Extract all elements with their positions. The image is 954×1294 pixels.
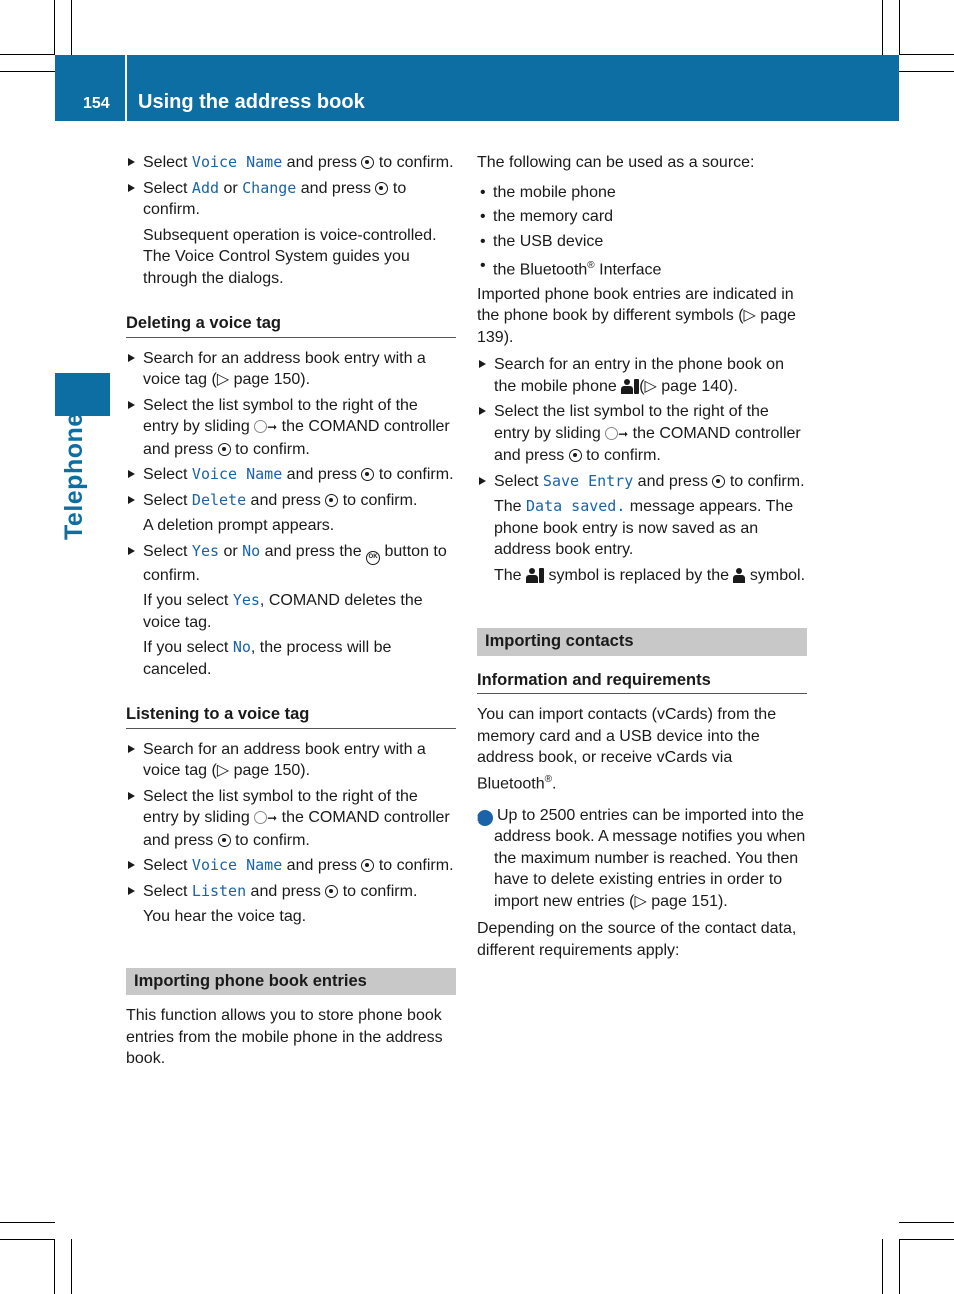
text: the COMAND controller and press [143, 418, 450, 458]
text: to confirm. [374, 466, 454, 483]
step-note: You hear the voice tag. [143, 908, 307, 925]
crop-mark [0, 1239, 55, 1240]
step-select-yes-no [126, 541, 456, 587]
text: Select [143, 491, 192, 509]
text: and press [282, 857, 362, 874]
menu-item-save-entry: Save Entry [542, 471, 634, 490]
text: or [219, 179, 243, 197]
text: . [551, 775, 557, 793]
step-select-add-change [126, 178, 456, 221]
text: (▷ page 140). [639, 377, 738, 395]
menu-item-listen: Listen [191, 881, 247, 900]
text: or [219, 542, 243, 560]
arrow-right-icon: ➞ [618, 426, 629, 441]
list-item [477, 255, 807, 281]
section-heading-deleting: Deleting a voice tag [126, 313, 456, 338]
text: Select [494, 472, 543, 490]
step-note [477, 565, 807, 587]
message-data-saved: Data saved. [526, 497, 626, 516]
step-note [126, 590, 456, 633]
menu-item-yes: Yes [191, 541, 220, 560]
crop-mark [899, 1239, 954, 1240]
controller-slide-icon [605, 427, 618, 440]
section-heading-importing-contacts: Importing contacts [477, 628, 807, 656]
menu-item-delete: Delete [191, 490, 247, 509]
list-item: • the USB device [477, 231, 807, 253]
controller-press-icon [325, 494, 338, 507]
text: message appears. The phone book entry is now saved as an address book entry. [494, 498, 794, 559]
ok-button-icon: OK [366, 551, 380, 565]
text: to confirm. [374, 154, 454, 171]
text: symbol. [745, 566, 806, 584]
text: the COMAND controller and press [143, 809, 450, 849]
controller-press-icon [361, 156, 374, 169]
text: The [494, 498, 527, 516]
controller-press-icon [218, 443, 231, 456]
text: Select [143, 882, 192, 900]
text: and press [246, 491, 326, 509]
page-header [55, 55, 899, 121]
controller-press-icon [361, 468, 374, 481]
controller-press-icon [218, 834, 231, 847]
paragraph: Imported phone book entries are indicated in the phone book by different symbols (▷ page 139). [477, 285, 796, 346]
text: Search for an entry in the phone book on the mobile phone [494, 356, 784, 395]
info-note [474, 805, 807, 913]
left-column [126, 152, 456, 1074]
text: , COMAND deletes the voice tag. [143, 592, 423, 631]
text: Select the list symbol to the right of the entry by sliding [494, 403, 769, 442]
text: The [494, 566, 527, 584]
text: Select [143, 466, 192, 483]
text: Select the list symbol to the right of the entry by sliding [143, 787, 418, 826]
text: to confirm. [143, 179, 407, 218]
text: Select [143, 857, 192, 874]
paragraph: This function allows you to store phone book entries from the mobile phone in the address book. [126, 1007, 443, 1067]
text: Up to 2500 entries can be imported into the address book. A message notifies you when the maximum number is reached. You then have to delete existing entries in order to import new entries (▷ page 151). [494, 806, 806, 910]
paragraph: The following can be used as a source: [477, 154, 755, 171]
page-number: 154 [83, 95, 110, 112]
header-divider [125, 55, 127, 121]
crop-mark [882, 1239, 883, 1294]
info-icon: i [477, 810, 493, 826]
controller-slide-icon [254, 420, 267, 433]
step-search-entry: Search for an address book entry with a voice tag (▷ page 150). [126, 739, 456, 782]
text: to confirm. [338, 882, 418, 900]
crop-mark [899, 1222, 954, 1223]
controller-press-icon [361, 859, 374, 872]
section-heading-importing-phone-book: Importing phone book entries [126, 968, 456, 996]
crop-mark [882, 0, 883, 55]
text: button to confirm. [143, 542, 447, 584]
registered-mark: ® [587, 260, 595, 271]
menu-item-voice-name: Voice Name [191, 856, 283, 874]
text: to confirm. [581, 447, 661, 465]
section-heading-listening: Listening to a voice tag [126, 704, 456, 729]
registered-mark: ® [544, 773, 552, 785]
side-tab-label: Telephone [60, 412, 88, 540]
text: Select [143, 154, 192, 171]
arrow-right-icon: ➞ [267, 420, 278, 434]
step-note: Subsequent operation is voice-controlled. The Voice Control System guides you through the dialogs. [143, 226, 437, 287]
step-select-listen [126, 881, 456, 903]
step-search-phone-book [477, 354, 807, 397]
crop-mark [0, 1222, 55, 1223]
crop-mark [54, 1239, 55, 1294]
text: to confirm. [230, 440, 310, 458]
text: symbol is replaced by the [544, 566, 734, 584]
step-note [477, 496, 807, 561]
controller-press-icon [569, 449, 582, 462]
menu-item-no: No [232, 638, 251, 656]
step-select-voice-name [126, 152, 456, 174]
step-select-delete [126, 490, 456, 512]
text: and press [282, 466, 362, 483]
controller-press-icon [375, 182, 388, 195]
text: , the process will be canceled. [143, 639, 392, 678]
menu-item-no: No [242, 541, 261, 560]
paragraph: Depending on the source of the contact data, different requirements apply: [477, 920, 797, 959]
text: Select the list symbol to the right of the entry by sliding [143, 396, 418, 435]
paragraph [477, 704, 807, 794]
text: Interface [594, 261, 662, 279]
step-note: A deletion prompt appears. [143, 517, 335, 534]
text: the COMAND controller and press [494, 424, 801, 465]
crop-mark [899, 1239, 900, 1294]
crop-mark [71, 0, 72, 55]
controller-press-icon [712, 475, 725, 488]
side-tab-marker [55, 373, 110, 416]
text: and press the [260, 542, 367, 560]
crop-mark [71, 1239, 72, 1294]
step-select-voice-name [126, 464, 456, 486]
crop-mark [54, 0, 55, 55]
menu-item-add: Add [191, 178, 220, 197]
text: If you select [143, 639, 233, 656]
step-select-voice-name [126, 855, 456, 877]
text: and press [296, 179, 376, 197]
step-select-save-entry [477, 471, 807, 493]
menu-item-change: Change [242, 178, 297, 197]
text: and press [282, 154, 362, 171]
step-select-list-symbol [126, 786, 456, 852]
person-icon [733, 568, 745, 583]
page-title: Using the address book [138, 91, 365, 113]
text: and press [246, 882, 326, 900]
text: Select [143, 542, 192, 560]
arrow-right-icon: ➞ [267, 811, 278, 825]
crop-mark [0, 71, 55, 72]
text: to confirm. [374, 857, 454, 874]
text: to confirm. [725, 472, 805, 490]
list-item: • the mobile phone [477, 182, 807, 204]
menu-item-yes: Yes [232, 591, 260, 609]
person-icon [621, 379, 633, 394]
list-item: • the memory card [477, 206, 807, 228]
text: You can import contacts (vCards) from the memory card and a USB device into the address book, or receive vCards via Bluetooth [477, 706, 777, 793]
crop-mark [899, 0, 900, 55]
menu-item-voice-name: Voice Name [191, 153, 283, 171]
person-icon [526, 568, 538, 583]
controller-press-icon [325, 885, 338, 898]
step-search-entry: Search for an address book entry with a voice tag (▷ page 150). [126, 348, 456, 391]
text: and press [633, 472, 713, 490]
step-select-list-symbol [126, 395, 456, 461]
text: If you select [143, 592, 233, 609]
step-select-list-symbol [477, 401, 807, 467]
section-heading-info-requirements: Information and requirements [477, 670, 807, 695]
controller-slide-icon [254, 811, 267, 824]
text: to confirm. [338, 491, 418, 509]
crop-mark [899, 71, 954, 72]
right-column [474, 152, 807, 965]
text: the Bluetooth [493, 261, 588, 279]
crop-mark [0, 54, 55, 55]
text: Select [143, 179, 192, 197]
menu-item-voice-name: Voice Name [191, 465, 283, 483]
crop-mark [899, 54, 954, 55]
step-note [126, 637, 456, 680]
text: to confirm. [230, 831, 310, 849]
